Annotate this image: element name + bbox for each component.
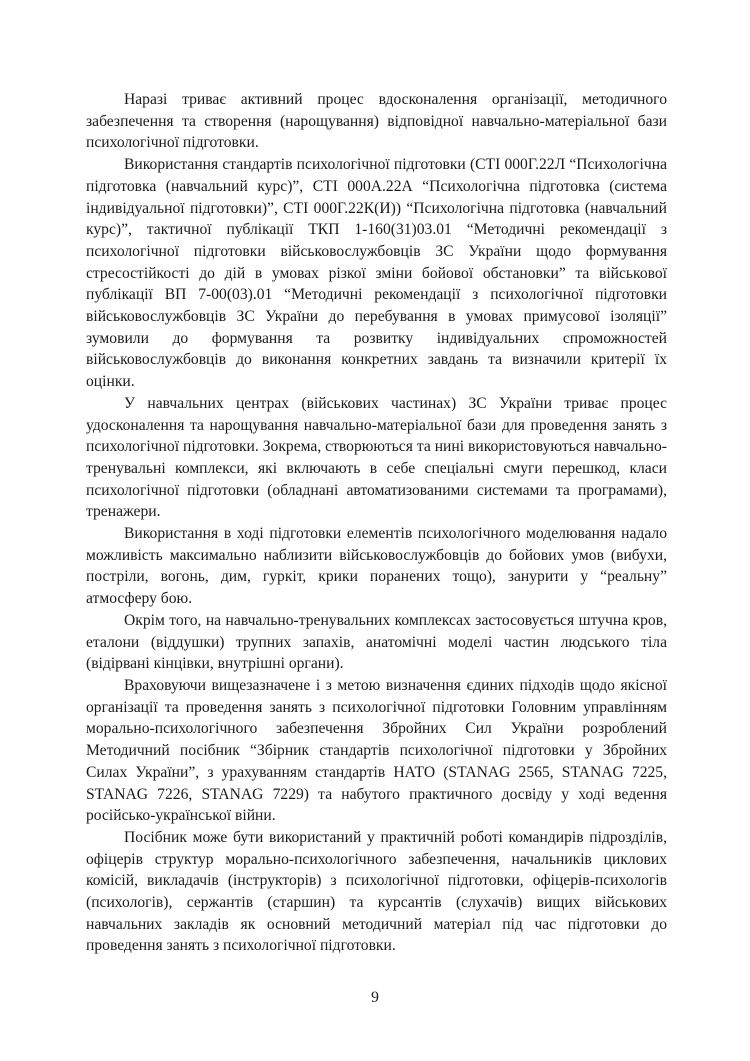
page-number: 9 xyxy=(371,989,379,1006)
paragraph-7: Посібник може бути використаний у практичній роботі командирів підрозділів, офіцерів структур морально-психологічного забезпечення, начальників циклових комісій, викладачів (інструкторів) з психологічної підготовки, офіцерів-психологів (психологів), сержантів (старшин) та курсантів (слухачів) вищих військових навчальних закладів як основний методичний матеріал під час підготовки до проведення занять з психологічної підготовки. xyxy=(86,828,667,955)
paragraph-2: Використання стандартів психологічної підготовки (СТІ 000Г.22Л “Психологічна підготовка (навчальний курс)”, СТІ 000А.22А “Психологічна підготовка (система індивідуальної підготовки)”, СТІ 000Г.22К(И)) “Психологічна підготовка (навчальний курс)”, тактичної публікації ТКП 1-160(31)03.01 “Методичні рекомендації з психологічної підготовки військовослужбовців ЗС України щодо формування стресостійкості до дій в умовах різкої зміни бойової обстановки” та військової публікації ВП 7-00(03).01 “Методичні рекомендації з психологічної підготовки військовослужбовців ЗС України до перебування в умовах примусової ізоляції” зумовили до формування та розвитку індивідуальних спроможностей військовослужбовців до виконання конкретних завдань та визначили критерії їх оцінки. xyxy=(86,156,667,391)
paragraph-4: Використання в ході підготовки елементів психологічного моделювання надало можливість максимально наблизити військовослужбовців до бойових умов (вибухи, постріли, вогонь, дим, гуркіт, крики поранених тощо), занурити у “реальну” атмосферу бою. xyxy=(86,525,667,608)
paragraph-1: Наразі триває активний процес вдосконалення організації, методичного забезпечення та створення (нарощування) відповідної навчально-матеріальної бази психологічної підготовки. xyxy=(86,91,667,152)
paragraph-5: Окрім того, на навчально-тренувальних комплексах застосовується штучна кров, еталони (віддушки) трупних запахів, анатомічні моделі частин людського тіла (відірвані кінцівки, внутрішні органи). xyxy=(86,611,667,673)
document-body xyxy=(86,89,667,957)
paragraph-6: Враховуючи вищезазначене і з метою визначення єдиних підходів щодо якісної організації та проведення занять з психологічної підготовки Головним управлінням морально-психологічного забезпечення Збройних Сил України розроблений Методичний посібник “Збірник стандартів психологічної підготовки у Збройних Силах України”, з урахуванням стандартів НАТО (STANAG 2565, STANAG 7225, STANAG 7226, STANAG 7229) та набутого практичного досвіду у ході ведення російсько-української війни. xyxy=(86,676,667,825)
paragraph-3: У навчальних центрах (військових частинах) ЗС України триває процес удосконалення та нарощування навчально-матеріальної бази для проведення занять з психологічної підготовки. Зокрема, створюються та нині використовуються навчально-тренувальні комплекси, які включають в себе спеціальні смуги перешкод, класи психологічної підготовки (обладнані автоматизованими системами та програмами), тренажери. xyxy=(86,394,667,521)
